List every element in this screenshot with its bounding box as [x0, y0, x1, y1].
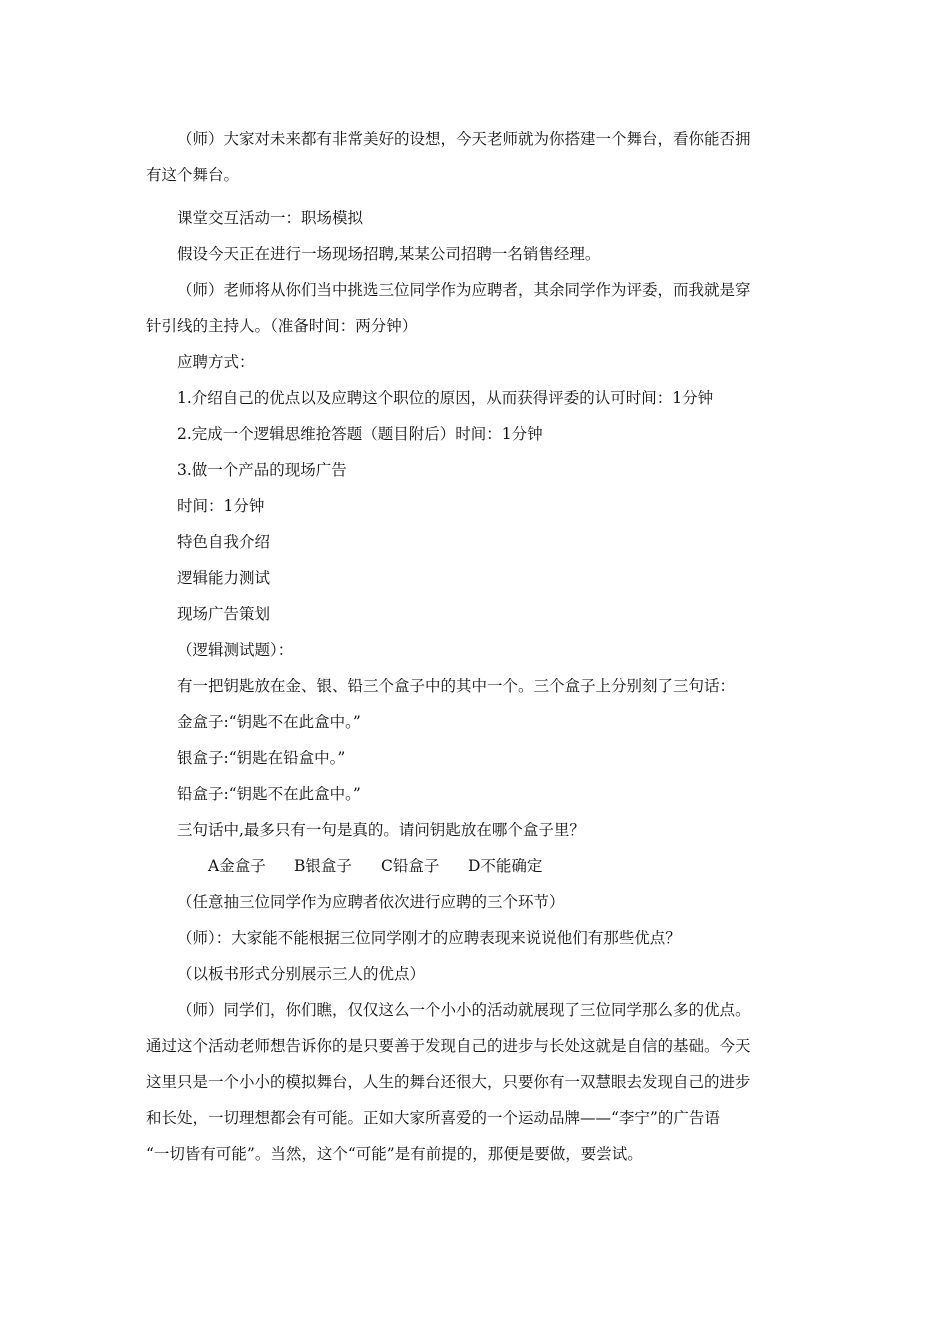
- paragraph-scenario: [146, 236, 810, 272]
- paragraph-teacher-selection-cont: [146, 308, 810, 344]
- paragraph-puzzle-setup: [146, 668, 810, 704]
- paragraph-blackboard: [146, 956, 810, 992]
- paragraph-teacher-selection: [146, 272, 810, 308]
- paragraph-text: 通过这个活动老师想告诉你的是只要善于发现自己的进步与长处这就是自信的基础。今天: [146, 1037, 751, 1055]
- paragraph-text: 银盒子:“钥匙在铅盒中。”: [177, 749, 346, 767]
- option-c: C铅盒子: [381, 857, 440, 875]
- paragraph-text: （师）大家对未来都有非常美好的设想，今天老师就为你搭建一个舞台，看你能否拥: [177, 130, 751, 148]
- closing-line-2: [146, 1028, 810, 1064]
- paragraph-lead-box: [146, 776, 810, 812]
- paragraph-puzzle-question: [146, 812, 810, 848]
- paragraph-text: 逻辑能力测试: [177, 569, 271, 587]
- document-body: [146, 121, 810, 1172]
- option-d: D不能确定: [468, 857, 543, 875]
- paragraph-stage-intro-cont: [146, 157, 810, 193]
- paragraph-text: 假设今天正在进行一场现场招聘,某某公司招聘一名销售经理。: [177, 245, 601, 263]
- paragraph-time: [146, 488, 810, 524]
- list-item-2: [146, 416, 810, 452]
- closing-line-4: [146, 1100, 810, 1136]
- paragraph-text: （逻辑测试题）：: [177, 641, 294, 659]
- paragraph-text: （任意抽三位同学作为应聘者依次进行应聘的三个环节）: [177, 893, 565, 911]
- paragraph-logic-test-heading: [146, 632, 810, 668]
- closing-line-3: [146, 1064, 810, 1100]
- answer-options: [146, 848, 810, 884]
- paragraph-text: 3.做一个产品的现场广告: [177, 461, 347, 479]
- paragraph-section-self-intro: [146, 524, 810, 560]
- paragraph-text: 1.介绍自己的优点以及应聘这个职位的原因，从而获得评委的认可时间：1分钟: [177, 389, 714, 407]
- paragraph-text: 特色自我介绍: [177, 533, 271, 551]
- option-b: B银盒子: [294, 857, 352, 875]
- paragraph-silver-box: [146, 740, 810, 776]
- paragraph-text: 这里只是一个小小的模拟舞台，人生的舞台还很大，只要你有一双慧眼去发现自己的进步: [146, 1073, 751, 1091]
- paragraph-method-heading: [146, 344, 810, 380]
- paragraph-text: 应聘方式：: [177, 353, 255, 371]
- paragraph-section-logic: [146, 560, 810, 596]
- paragraph-text: （师）老师将从你们当中挑选三位同学作为应聘者，其余同学作为评委，而我就是穿: [177, 281, 751, 299]
- paragraph-activity-title: [146, 200, 810, 236]
- closing-line-1: [146, 992, 810, 1028]
- paragraph-text: 有这个舞台。: [146, 166, 240, 184]
- paragraph-gold-box: [146, 704, 810, 740]
- list-item-1: [146, 380, 810, 416]
- paragraph-text: （师）同学们，你们瞧，仅仅这么一个小小的活动就展现了三位同学那么多的优点。: [177, 1001, 751, 1019]
- paragraph-text: 三句话中,最多只有一句是真的。请问钥匙放在哪个盒子里？: [177, 821, 585, 839]
- paragraph-random-selection: [146, 884, 810, 920]
- paragraph-stage-intro: [146, 121, 810, 157]
- list-item-3: [146, 452, 810, 488]
- closing-line-5: [146, 1136, 810, 1172]
- paragraph-text: 针引线的主持人。（准备时间：两分钟）: [146, 317, 418, 335]
- paragraph-text: （以板书形式分别展示三人的优点）: [177, 965, 426, 983]
- paragraph-text: 金盒子:“钥匙不在此盒中。”: [177, 713, 361, 731]
- paragraph-text: “一切皆有可能”。当然，这个“可能”是有前提的，那便是要做，要尝试。: [146, 1145, 643, 1163]
- paragraph-text: 和长处，一切理想都会有可能。正如大家所喜爱的一个运动品牌——“李宁”的广告语: [146, 1109, 720, 1127]
- paragraph-text: （师）：大家能不能根据三位同学刚才的应聘表现来说说他们有那些优点？: [177, 929, 681, 947]
- paragraph-text: 铅盒子:“钥匙不在此盒中。”: [177, 785, 361, 803]
- paragraph-section-ad: [146, 596, 810, 632]
- paragraph-text: 2.完成一个逻辑思维抢答题（题目附后）时间：1分钟: [177, 425, 543, 443]
- paragraph-text: 课堂交互活动一：职场模拟: [177, 209, 364, 227]
- paragraph-teacher-question: [146, 920, 810, 956]
- paragraph-text: 时间：1分钟: [177, 497, 265, 515]
- option-a: A金盒子: [208, 857, 266, 875]
- paragraph-text: 有一把钥匙放在金、银、铅三个盒子中的其中一个。三个盒子上分别刻了三句话：: [177, 677, 736, 695]
- paragraph-text: 现场广告策划: [177, 605, 271, 623]
